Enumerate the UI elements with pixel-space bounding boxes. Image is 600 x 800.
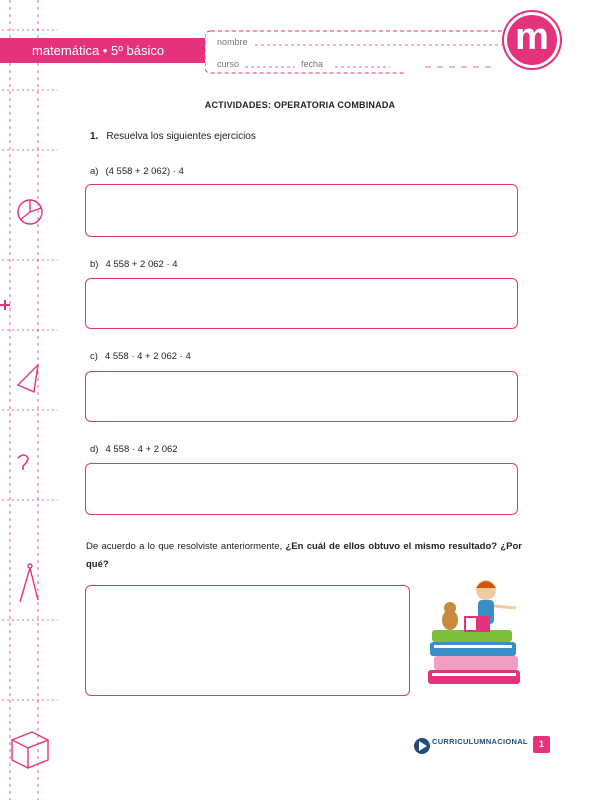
question-bold: ¿En cuál de ellos obtuvo el mismo resultado? ¿Por qué? xyxy=(86,541,522,570)
instruction-text: Resuelva los siguientes ejercicios xyxy=(106,131,256,142)
item-expression: (4 558 + 2 062) · 4 xyxy=(105,166,184,177)
exercise-number: 1. xyxy=(90,131,99,142)
date-label: fecha xyxy=(301,59,324,69)
answer-box-a[interactable] xyxy=(85,184,518,237)
pie-doodle-icon xyxy=(18,200,42,224)
item-expression: 4 558 · 4 + 2 062 xyxy=(105,444,178,455)
answer-box-d[interactable] xyxy=(85,463,518,515)
item-letter: b) xyxy=(90,259,99,270)
answer-box-b[interactable] xyxy=(85,278,518,329)
name-label: nombre xyxy=(217,37,248,47)
exercise-item-d xyxy=(90,444,178,455)
plus-doodle-icon xyxy=(0,300,10,310)
cube-doodle-icon xyxy=(12,732,48,768)
page-title: ACTIVIDADES: OPERATORIA COMBINADA xyxy=(204,100,396,110)
exercise-item-c xyxy=(90,351,191,362)
subject-banner: matemática • 5º básico xyxy=(0,38,205,63)
math-logo: m xyxy=(507,15,557,65)
margin-decoration xyxy=(0,0,60,800)
page-number: 1 xyxy=(533,736,550,753)
exercise-instruction xyxy=(90,131,256,142)
exercise-item-a xyxy=(90,166,184,177)
item-expression: 4 558 + 2 062 · 4 xyxy=(105,259,178,270)
item-letter: a) xyxy=(90,166,99,177)
curriculum-brand: CURRICULUMNACIONAL xyxy=(432,737,528,746)
question-doodle-icon xyxy=(18,455,28,470)
compass-doodle-icon xyxy=(20,564,38,602)
triangle-doodle-icon xyxy=(18,365,38,392)
answer-box-question[interactable] xyxy=(85,585,410,696)
item-letter: d) xyxy=(90,444,99,455)
answer-box-c[interactable] xyxy=(85,371,518,422)
course-label: curso xyxy=(217,59,240,69)
reflection-question xyxy=(86,538,522,574)
exercise-item-b xyxy=(90,259,178,270)
girl-reading-on-books-illustration xyxy=(420,570,530,695)
item-letter: c) xyxy=(90,351,98,362)
item-expression: 4 558 · 4 + 2 062 · 4 xyxy=(104,351,191,362)
question-intro: De acuerdo a lo que resolviste anteriormente, xyxy=(86,541,286,552)
